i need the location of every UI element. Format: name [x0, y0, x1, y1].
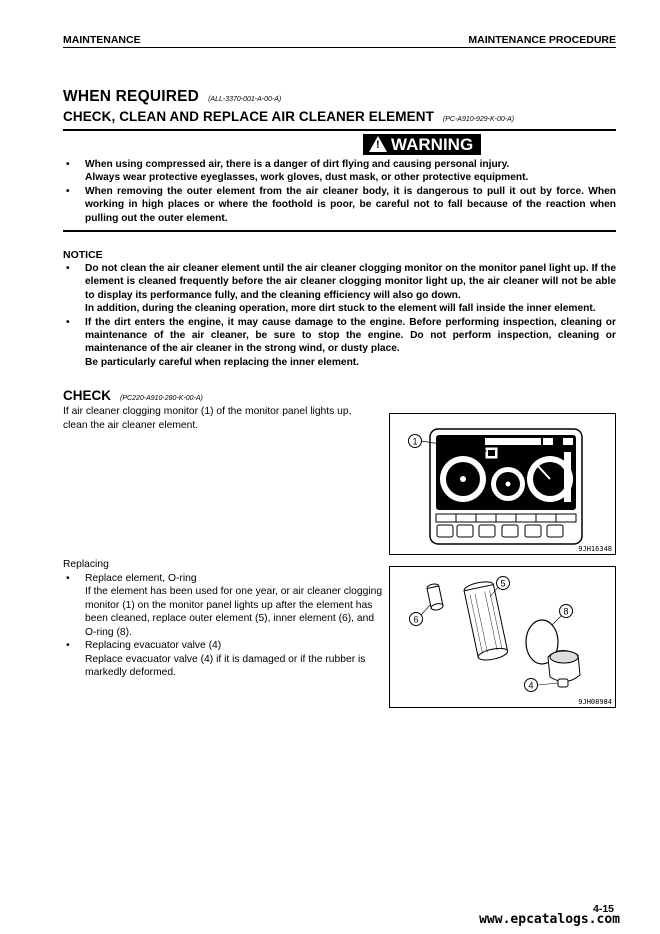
- notice-item: [63, 316, 616, 370]
- check-code: (PC220-A910-280-K-00-A): [120, 395, 203, 402]
- replacing-item-text: Replace evacuator valve (4) if it is damaged or if the rubber is markedly deformed.: [85, 653, 366, 678]
- notice-item-line: Be particularly careful when replacing the inner element.: [85, 356, 360, 368]
- notice-item-line: In addition, during the cleaning operation, more dirt stuck to the element will fall inside the inner element.: [85, 303, 596, 315]
- when-required-code: (ALL-3370-001-A-00-A): [208, 96, 282, 103]
- bullet: •: [66, 185, 70, 197]
- warning-item-line: When removing the outer element from the air cleaner body, it is dangerous to pull it out by force. When working in high places or where the foothold is poor, be careful not to fall because of the reaction when pulling out the outer element.: [85, 185, 616, 224]
- warning-item: [63, 158, 616, 185]
- figure2-callout-text: 6: [413, 614, 419, 625]
- figure1-callout-text: 1: [412, 436, 418, 447]
- bullet: •: [66, 159, 70, 170]
- replacing-item-title: Replacing evacuator valve (4): [85, 640, 222, 651]
- monitor-panel-figure: [389, 413, 616, 555]
- notice-item: [63, 262, 616, 316]
- warning-triangle-icon: !: [369, 136, 387, 152]
- page-header: [63, 34, 616, 48]
- bullet: •: [66, 263, 70, 274]
- warning-item-line: Always wear protective eyeglasses, work gloves, dust mask, or other protective equipment.: [85, 172, 529, 184]
- check-clean-code: (PC-A910-929-K-00-A): [442, 116, 515, 123]
- header-section-right: MAINTENANCE PROCEDURE: [468, 34, 616, 46]
- site-watermark: www.epcatalogs.com: [479, 912, 620, 927]
- check-heading: [63, 388, 203, 403]
- warning-body: [63, 158, 616, 232]
- notice-title: NOTICE: [63, 249, 103, 261]
- check-text: If air cleaner clogging monitor (1) of the monitor panel lights up, clean the air cleaner element.: [63, 406, 352, 431]
- figure2-callout-text: 4: [528, 680, 534, 691]
- air-cleaner-parts-figure: [389, 566, 616, 708]
- replacing-item: [63, 639, 383, 680]
- bullet: •: [66, 640, 70, 651]
- figure2-callout-text: 5: [500, 578, 506, 589]
- notice-body: [63, 262, 616, 369]
- bullet: •: [66, 316, 70, 328]
- replacing-item-text: If the element has been used for one year, or air cleaner clogging monitor (1) on the monitor panel lights up after the element has been cleaned, replace outer element (5), inner element (6), and O-ring (8).: [85, 586, 383, 638]
- check-clean-heading: [63, 109, 514, 124]
- figure2-code: 9JH08984: [578, 698, 612, 706]
- replacing-item-title: Replace element, O-ring: [85, 572, 197, 584]
- warning-bar: [63, 129, 616, 154]
- when-required-title: WHEN REQUIRED: [63, 88, 200, 105]
- check-clean-title: CHECK, CLEAN AND REPLACE AIR CLEANER ELEMENT: [63, 109, 434, 124]
- bullet: •: [66, 572, 70, 584]
- notice-item-line: If the dirt enters the engine, it may cause damage to the engine. Before performing inspection, cleaning or maintenance of the air cleaner, be sure to stop the engine. Do not perform inspection, cleaning or maintenance of the air cleaner in the strong wind, or dusty place.: [85, 316, 616, 355]
- warning-item-line: When using compressed air, there is a danger of dirt flying and causing personal injury.: [85, 159, 510, 170]
- air-cleaner-parts-illustration: [390, 567, 617, 709]
- header-section-left: MAINTENANCE: [63, 34, 141, 46]
- replacing-title: Replacing: [63, 559, 109, 570]
- when-required-heading: [63, 88, 281, 106]
- replacing-item: [63, 572, 383, 640]
- warning-title: WARNING: [391, 135, 474, 154]
- replacing-section: [63, 558, 383, 680]
- monitor-panel-illustration: [390, 414, 617, 556]
- warning-label: [363, 134, 481, 155]
- check-title: CHECK: [63, 388, 112, 403]
- notice-item-line: Do not clean the air cleaner element until the air cleaner clogging monitor on the monitor panel light up. If the element is cleaned frequently before the air cleaner clogging monitor light up, the air cleaner will not be able to display its performance fully, and the cleaning efficiency will also go down.: [85, 263, 616, 301]
- figure1-code: 9JH16348: [578, 545, 612, 553]
- warning-item: [63, 185, 616, 225]
- figure2-callout-text: 8: [563, 606, 569, 617]
- page-number: 4-15: [592, 903, 614, 915]
